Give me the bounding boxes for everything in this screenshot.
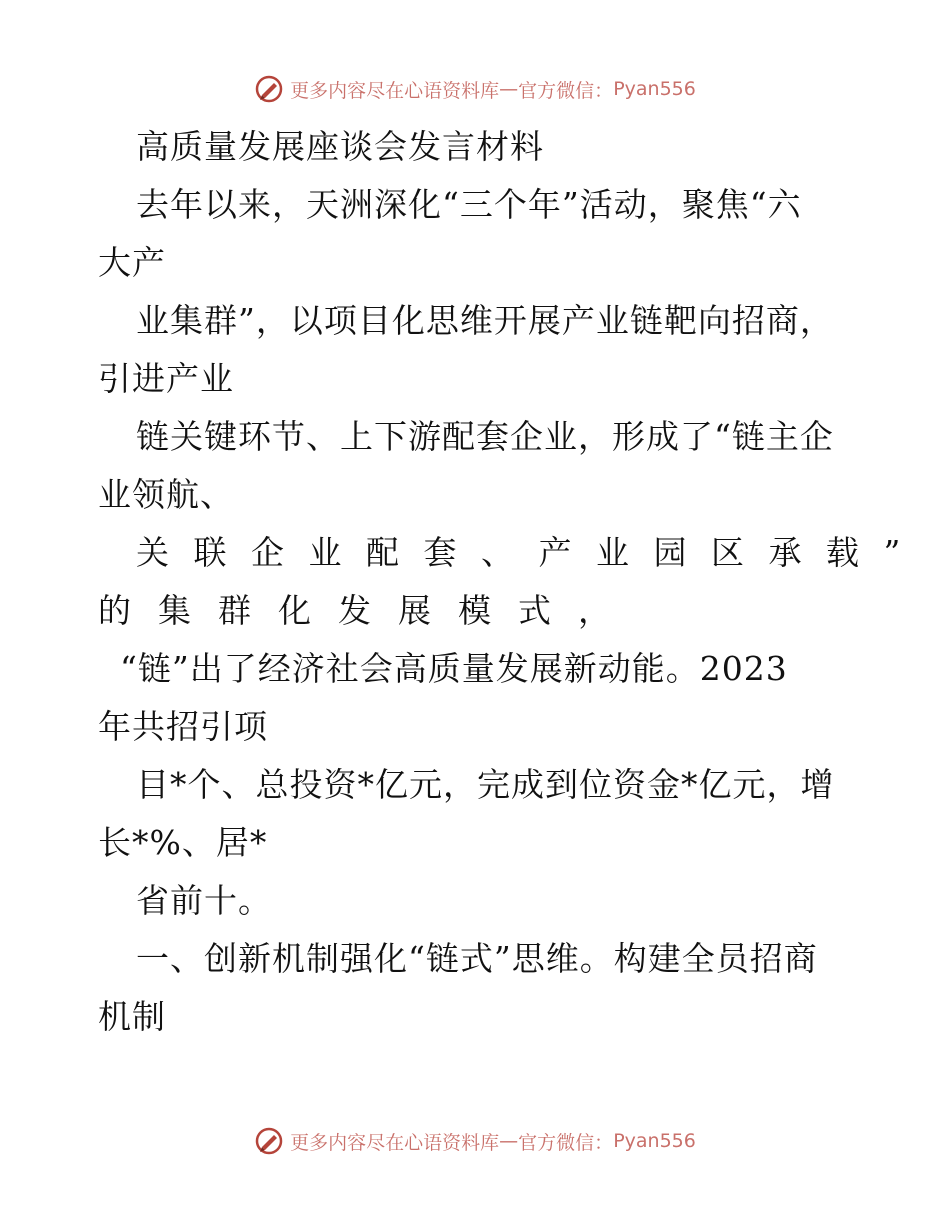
pen-logo-icon: [254, 74, 284, 104]
watermark-wechat-label: 官方微信：: [518, 79, 614, 102]
paragraph-line: 业集群”，以项目化思维开展产业链靶向招商，: [136, 301, 834, 340]
watermark-wechat-id: Pyan556: [613, 1130, 696, 1152]
paragraph-line: 关联企业配套、产业园区承载”: [136, 533, 925, 572]
pen-logo-icon: [254, 1126, 284, 1156]
watermark-brand-text: 更多内容尽在心语资料库: [290, 79, 500, 102]
header-watermark: [0, 74, 950, 104]
paragraph-line: 大产: [98, 243, 166, 282]
paragraph-line: 链关键环节、上下游配套企业，形成了“链主企: [136, 417, 834, 456]
paragraph-line: 业领航、: [98, 475, 234, 514]
paragraph-line: “链”出了经济社会高质量发展新动能。2023: [120, 649, 788, 688]
paragraph-line: 年共招引项: [98, 707, 268, 746]
paragraph-line: 去年以来，天洲深化“三个年”活动，聚焦“六: [136, 185, 802, 224]
paragraph-line: 长*%、居*: [98, 823, 268, 862]
paragraph-line: 的集群化发展模式，: [98, 591, 638, 630]
section-heading-line: 一、创新机制强化“链式”思维。构建全员招商: [136, 939, 818, 978]
document-body: [98, 118, 925, 1046]
watermark-wechat-id: Pyan556: [613, 78, 696, 100]
watermark-brand-text: 更多内容尽在心语资料库: [290, 1131, 500, 1154]
paragraph-line: 引进产业: [98, 359, 234, 398]
document-title: 高质量发展座谈会发言材料: [136, 127, 544, 166]
watermark-separator: —: [499, 78, 519, 100]
paragraph-line: 省前十。: [136, 881, 272, 920]
footer-watermark: [0, 1126, 950, 1156]
paragraph-line: 目*个、总投资*亿元，完成到位资金*亿元，增: [136, 765, 835, 804]
paragraph-line: 机制: [98, 997, 166, 1036]
watermark-wechat-label: 官方微信：: [518, 1131, 614, 1154]
watermark-separator: —: [499, 1130, 519, 1152]
